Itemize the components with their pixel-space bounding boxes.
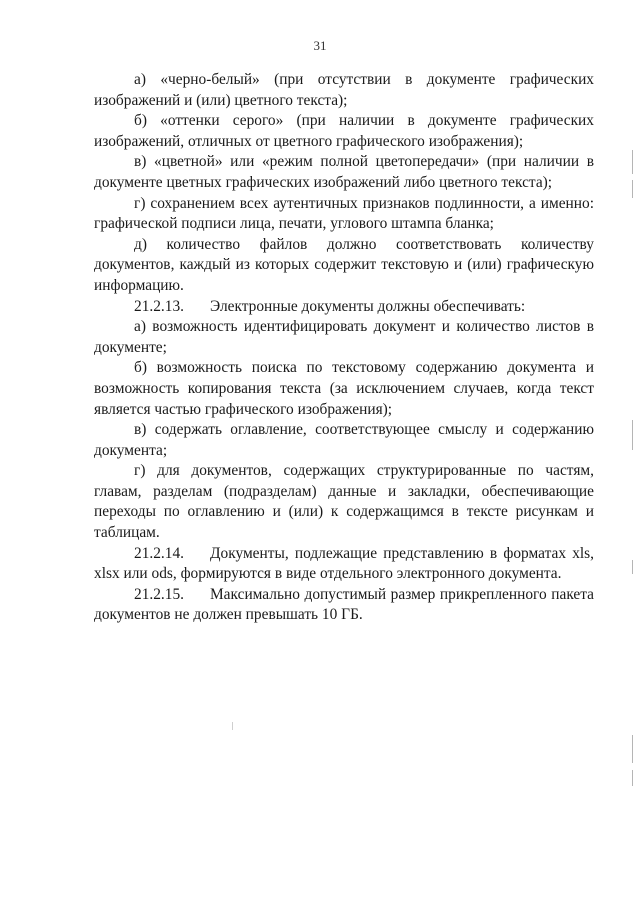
scan-edge-marks: [632, 0, 636, 905]
clause-text: Максимально допустимый размер прикрепленного пакета документов не должен превышать 10 ГБ.: [94, 585, 594, 624]
clause-21-2-13: [94, 297, 594, 318]
scan-mark: [632, 150, 633, 174]
list-item-d-bookmarks: г) для документов, содержащих структурированные по частям, главам, разделам (подразделам) данные и закладки, обеспечивающие переходы по оглавлению и (или) к содержащимся в тексте рисункам и таблицам.: [94, 462, 594, 542]
list-item-b-search: б) возможность поиска по текстовому содержанию документа и возможность копирования текста (за исключением случаев, когда текст является частью графического изображения);: [94, 359, 594, 418]
list-item-a-identify: а) возможность идентифицировать документ и количество листов в документе;: [94, 318, 594, 356]
scan-mark: [632, 735, 633, 763]
list-item-e-file-count: д) количество файлов должно соответствовать количеству документов, каждый из которых содержит текстовую и (или) графическую информацию.: [94, 235, 594, 294]
page-number: 31: [313, 38, 327, 53]
clause-text: Документы, подлежащие представлению в форматах xls, xlsx или ods, формируются в виде отдельного электронного документа.: [94, 544, 594, 583]
scan-mark: [632, 180, 633, 198]
clause-number: 21.2.14.: [134, 544, 185, 562]
scan-mark: [632, 770, 633, 786]
clause-text: Электронные документы должны обеспечивать:: [210, 297, 526, 315]
list-item-c-color: в) «цветной» или «режим полной цветопередачи» (при наличии в документе цветных графических изображений либо цветного текста);: [94, 153, 594, 191]
scan-mark: [632, 560, 633, 574]
clause-number: 21.2.13.: [134, 297, 185, 315]
scan-mark: [632, 420, 633, 450]
list-item-a-black-white: а) «черно-белый» (при отсутствии в документе графических изображений и (или) цветного текста);: [94, 71, 594, 109]
clause-21-2-15: [94, 585, 594, 626]
list-item-d-authenticity: г) сохранением всех аутентичных признаков подлинности, а именно: графической подписи лица, печати, углового штампа бланка;: [94, 194, 594, 233]
clause-21-2-14: [94, 544, 594, 585]
scan-artifact: [232, 722, 233, 730]
list-item-b-grayscale: б) «оттенки серого» (при наличии в документе графических изображений, отличных от цветного графического изображения);: [94, 112, 594, 150]
clause-number: 21.2.15.: [134, 585, 185, 603]
list-item-c-contents: в) содержать оглавление, соответствующее смыслу и содержанию документа;: [94, 421, 594, 459]
document-body: [94, 70, 594, 626]
